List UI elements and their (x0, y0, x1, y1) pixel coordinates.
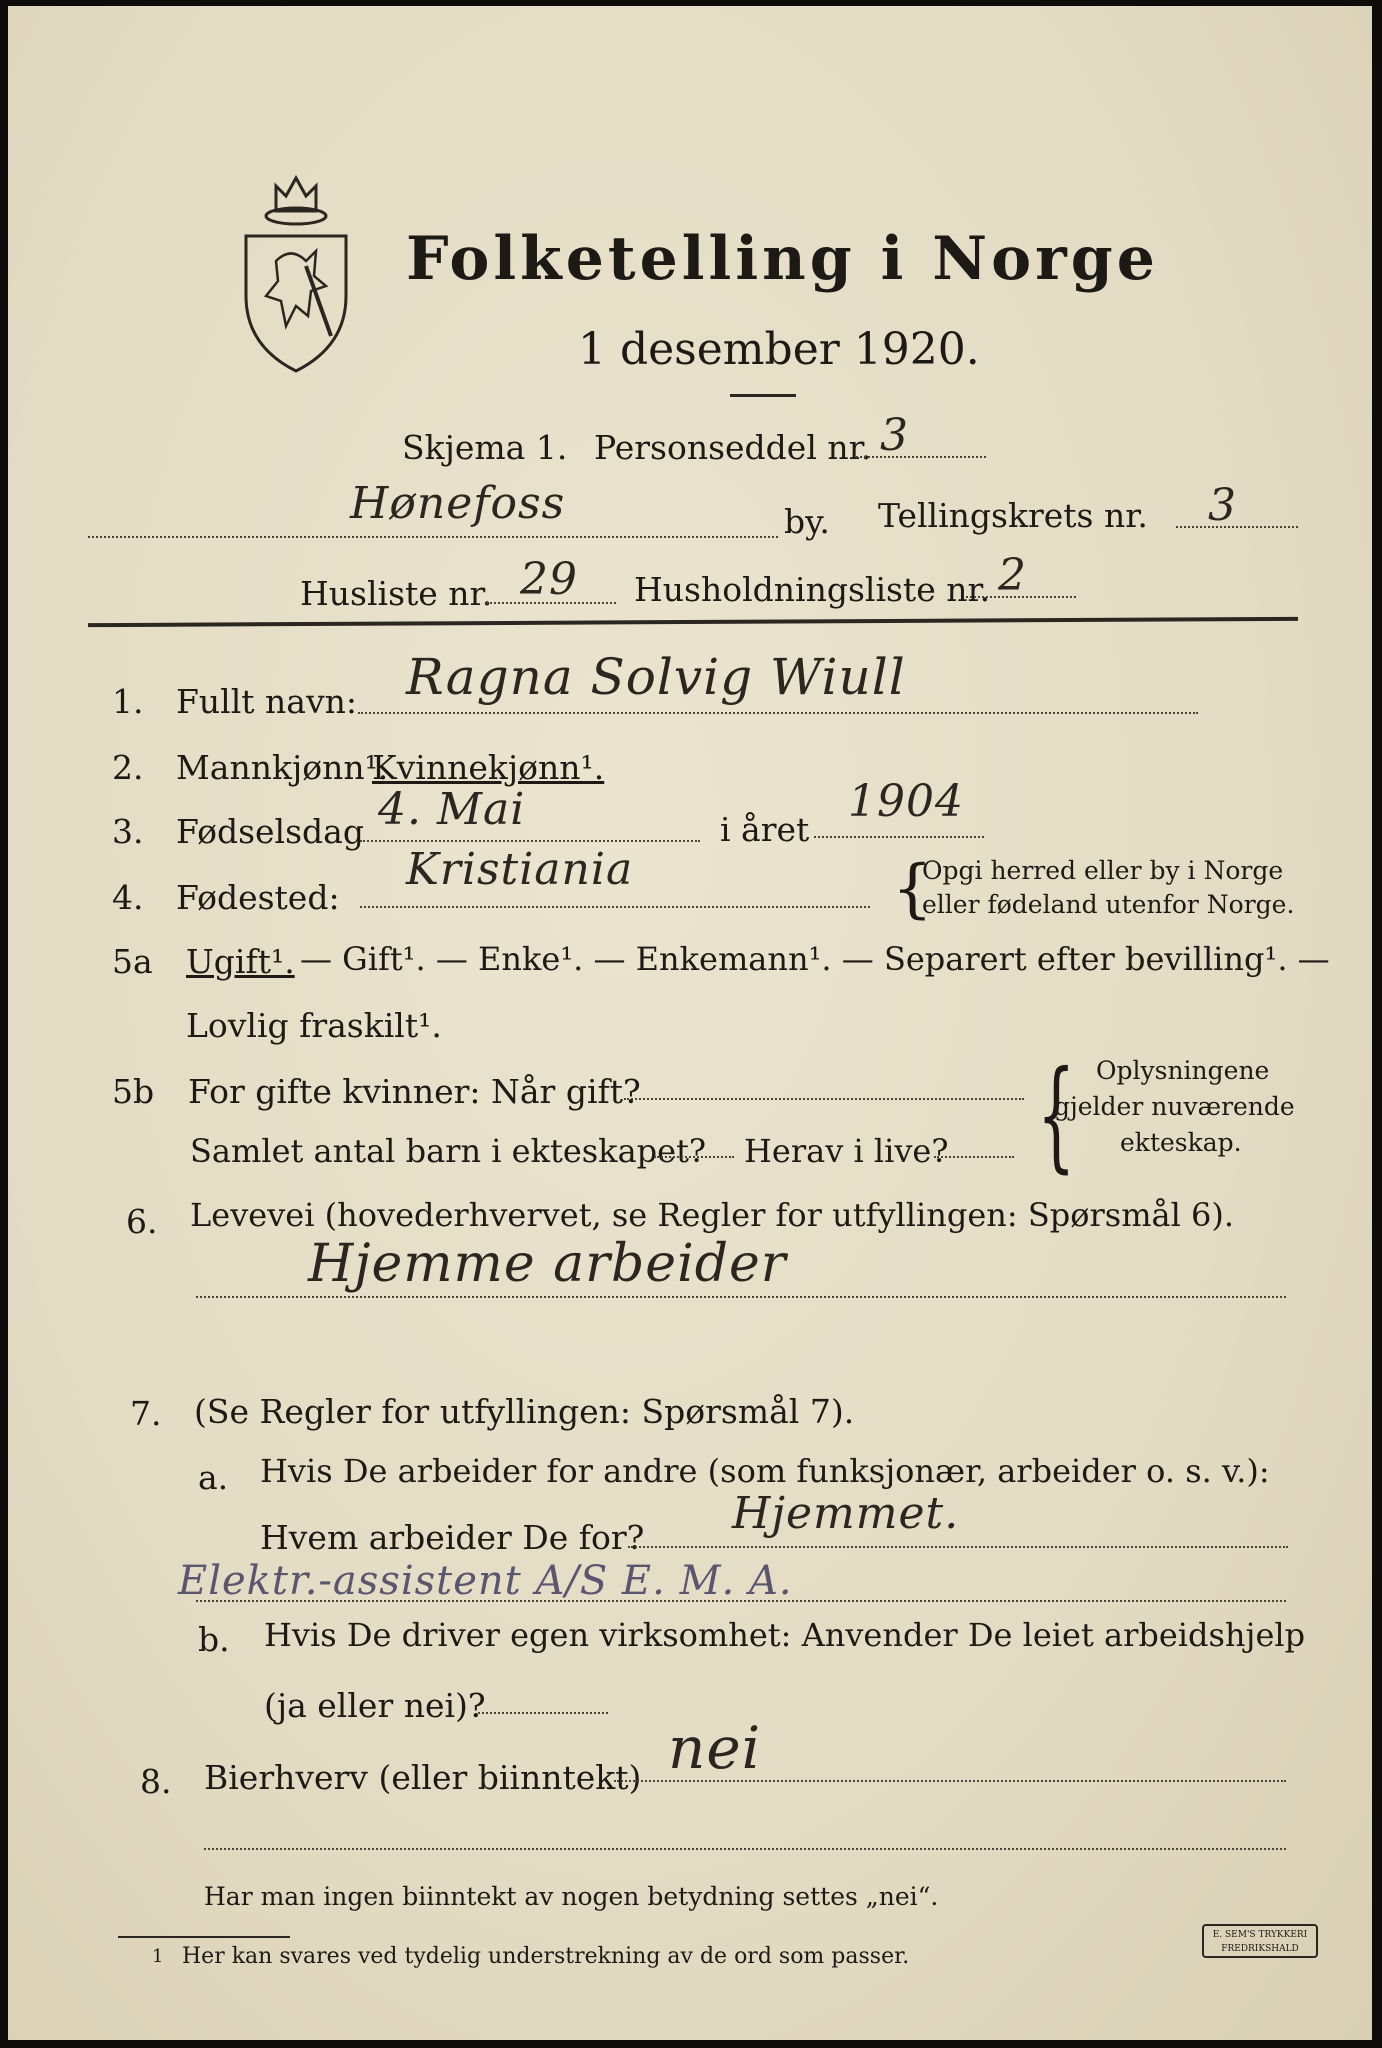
husholdningsliste-value[interactable]: 2 (998, 550, 1027, 601)
printer-stamp (1202, 1924, 1318, 1958)
q5a-other-options[interactable]: — Gift¹. — Enke¹. — Enkemann¹. — Separert efter bevilling¹. — (300, 940, 1330, 978)
q4-note-line1: Opgi herred eller by i Norge (922, 856, 1284, 885)
q8-label: Bierhverv (eller biinntekt) (204, 1758, 642, 1797)
personseddel-label: Personseddel nr. (594, 428, 872, 467)
q7-number: 7. (130, 1394, 162, 1433)
q4-line (360, 906, 870, 908)
tellingskrets-label: Tellingskrets nr. (878, 496, 1148, 535)
q8-value[interactable]: nei (668, 1714, 762, 1782)
printer-stamp-line2: FREDRIKSHALD (1221, 1944, 1299, 1954)
q5b-label: For gifte kvinner: Når gift? (188, 1072, 641, 1111)
coat-of-arms-icon (236, 166, 356, 376)
tellingskrets-value[interactable]: 3 (1208, 480, 1237, 531)
form-title: Folketelling i Norge (406, 224, 1159, 294)
q7b-line (478, 1712, 608, 1714)
q5b-brace: { (1037, 1046, 1076, 1185)
census-date: 1 desember 1920. (578, 324, 980, 375)
by-value[interactable]: Hønefoss (350, 478, 566, 529)
q7b-line2: (ja eller nei)? (264, 1686, 486, 1725)
printer-stamp-line1: E. SEM'S TRYKKERI (1212, 1930, 1308, 1940)
q7a-line2-dots (628, 1546, 1288, 1548)
q5a-ugift-option[interactable]: Ugift¹. (186, 942, 295, 981)
q6-label: Levevei (hovederhvervet, se Regler for utfyllingen: Spørsmål 6). (190, 1196, 1235, 1234)
q6-value[interactable]: Hjemme arbeider (308, 1234, 787, 1294)
q3-day-line (360, 840, 700, 842)
q5b-live-label: Herav i live? (744, 1132, 949, 1170)
q2-number: 2. (112, 748, 144, 787)
husliste-label: Husliste nr. (300, 574, 493, 613)
q5b-barn-label: Samlet antal barn i ekteskapet? (190, 1132, 707, 1170)
personseddel-line (856, 456, 986, 458)
tellingskrets-line (1176, 526, 1298, 528)
q8-line2 (204, 1848, 1286, 1850)
q1-line (358, 712, 1198, 714)
q7-label: (Se Regler for utfyllingen: Spørsmål 7). (194, 1392, 855, 1431)
q3-year-value[interactable]: 1904 (848, 776, 964, 827)
q1-label: Fullt navn: (176, 682, 357, 721)
header-rule (88, 617, 1298, 627)
q1-number: 1. (112, 682, 144, 721)
q5b-when-line (624, 1098, 1024, 1100)
q4-value[interactable]: Kristiania (406, 844, 634, 895)
q2-male-option[interactable]: Mannkjønn¹. (176, 748, 389, 787)
q7a-extra-value[interactable]: Elektr.-assistent A/S E. M. A. (178, 1558, 793, 1604)
census-form-sheet (8, 6, 1372, 2040)
q3-day-value[interactable]: 4. Mai (378, 784, 526, 835)
q4-note-line2: eller fødeland utenfor Norge. (922, 890, 1295, 919)
q7a-line1: Hvis De arbeider for andre (som funksjonær, arbeider o. s. v.): (260, 1452, 1270, 1490)
q2-female-option[interactable]: Kvinnekjønn¹. (372, 748, 605, 787)
personseddel-value[interactable]: 3 (880, 410, 909, 461)
q7a-line2: Hvem arbeider De for? (260, 1518, 645, 1557)
q7b-line1: Hvis De driver egen virksomhet: Anvender De leiet arbeidshjelp (264, 1616, 1306, 1654)
by-line (88, 536, 778, 538)
q5b-note-line1: Oplysningene (1096, 1056, 1270, 1085)
q5a-number: 5a (112, 942, 153, 981)
q3-label: Fødselsdag (176, 812, 364, 851)
q8-number: 8. (140, 1762, 172, 1801)
q5b-barn-line (654, 1156, 734, 1158)
q4-number: 4. (112, 878, 144, 917)
q5b-note-line2: gjelder nuværende (1054, 1092, 1295, 1121)
husliste-value[interactable]: 29 (520, 554, 578, 605)
footer-note: Har man ingen biinntekt av nogen betydning settes „nei“. (204, 1882, 939, 1911)
footnote-rule (118, 1936, 290, 1938)
q1-value[interactable]: Ragna Solvig Wiull (406, 648, 906, 706)
q5a-fraskilt-option[interactable]: Lovlig fraskilt¹. (186, 1006, 442, 1045)
skjema-label: Skjema 1. (402, 428, 568, 467)
q7a-extra-line (196, 1600, 1286, 1602)
q7a-employer-value[interactable]: Hjemmet. (732, 1488, 960, 1539)
q3-number: 3. (112, 812, 144, 851)
q7b-letter: b. (198, 1620, 230, 1659)
husholdningsliste-label: Husholdningsliste nr. (634, 570, 991, 609)
q5b-number: 5b (112, 1072, 155, 1111)
title-divider (730, 394, 796, 397)
footnote-number: 1 (152, 1946, 164, 1967)
q3-year-line (814, 836, 984, 838)
q6-number: 6. (126, 1202, 158, 1241)
by-label: by. (784, 502, 830, 541)
footnote-text: Her kan svares ved tydelig understrekning av de ord som passer. (182, 1944, 910, 1969)
q6-line (196, 1296, 1286, 1298)
q5b-live-line (934, 1156, 1014, 1158)
q4-brace: { (892, 852, 933, 926)
q3-year-label: i året (720, 810, 810, 849)
q5b-note-line3: ekteskap. (1120, 1128, 1242, 1157)
q7a-letter: a. (198, 1458, 229, 1497)
q4-label: Fødested: (176, 878, 340, 917)
